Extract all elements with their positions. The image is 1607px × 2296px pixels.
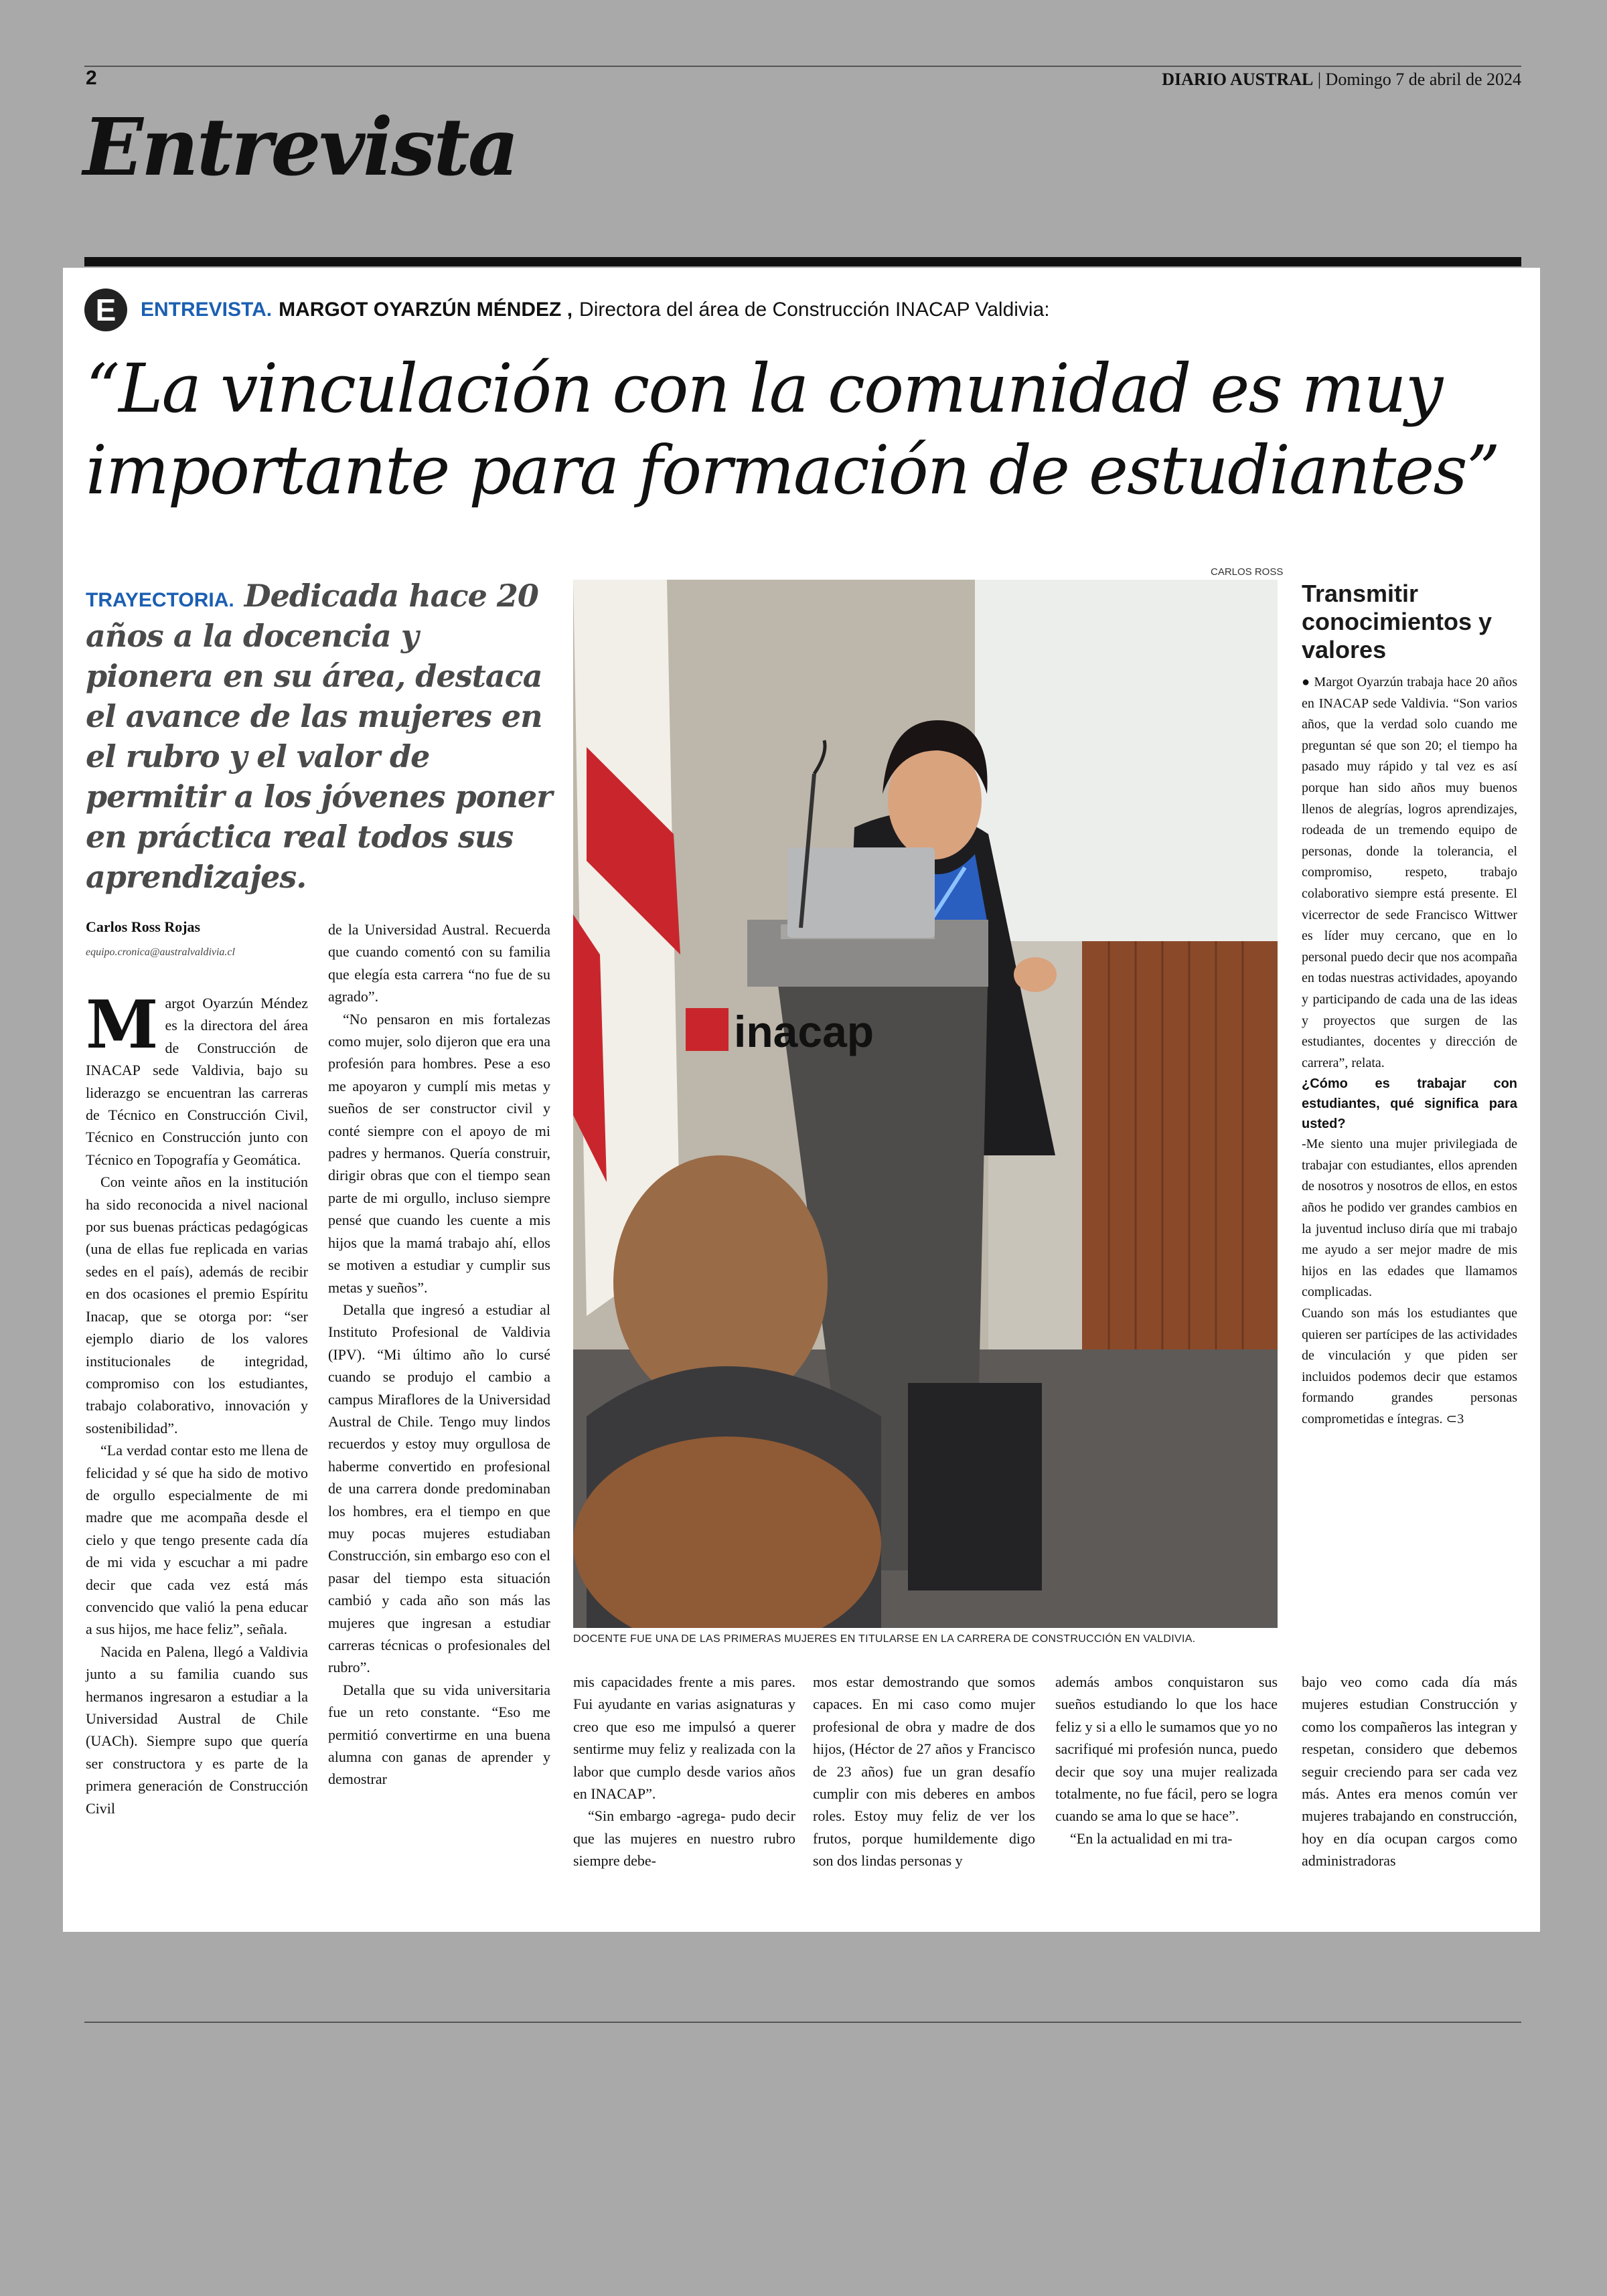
page-number: 2 [86, 67, 97, 89]
paragraph: Nacida en Palena, llegó a Valdivia junto a su familia cuando sus hermanos ingresaron a estudiar a la Universidad Austral de Chile (UACh). Siempre supo que quería ser constructora y es parte de la primera generación de Construcción Civil [86, 1643, 308, 1817]
kicker-label: ENTREVISTA. [141, 299, 273, 321]
column-4 [813, 1671, 1035, 1872]
column-5 [1055, 1671, 1278, 1850]
e-badge-icon: E [84, 289, 127, 331]
byline-author: Carlos Ross Rojas [86, 918, 201, 935]
bottom-rule [84, 2022, 1521, 2023]
headline [86, 348, 1525, 511]
paragraph: “La verdad contar esto me llena de felicidad y sé que ha sido de motivo de orgullo especialmente de mi madre que me acompaña desde el cielo y que tengo presente cada día de mi vida y escuchar a mi padre decir que cada vez está más convencido que valió la pena educar a sus hijos, me hace feliz”, señala. [86, 1442, 308, 1638]
section-rule [84, 257, 1521, 266]
speaker-photo [573, 580, 1278, 1628]
sidebar-body [1302, 672, 1517, 1430]
headline-line-2: importante para formación de estudiantes” [86, 431, 1499, 509]
paragraph: Detalla que su vida universitaria fue un reto constante. “Eso me permitió convertirme en una buena alumna con ganas de aprender y demostrar [328, 1681, 550, 1788]
paragraph: “Sin embargo -agrega- pudo decir que las mujeres en nuestro rubro siempre debe- [573, 1807, 795, 1870]
paragraph: “No pensaron en mis fortalezas como mujer, solo dijeron que era una profesión para hombres. Pese a eso me apoyaron y cumplí mis metas y sueños de ser constructor civil y conté siempre con el apoyo de mi padres y hermanos. Quería construir, dirigir obras que con el tiempo sean parte de mi orgullo, incluso siempre pensé que cuando les cuente a mis hijos que la mamá trabajo ahí, ellos se motiven a estudiar y cumplir sus metas y sueños”. [328, 1010, 550, 1296]
paragraph: mis capacidades frente a mis pares. Fui ayudante en varias asignaturas y creo que eso me impulsó a querer sentirme muy feliz y realizada con la labor que cumplo desde varios años en INACAP”. [573, 1673, 795, 1803]
dropcap: M [86, 987, 159, 1064]
paragraph: -Me siento una mujer privilegiada de trabajar con estudiantes, ellos aprenden de nosotros y nosotros de ellos, en estos años he podido ver grandes cambios en la juventud incluso diría que mi trabajo me ayudo a ser mejor madre de mis hijos en las edades que llamamos complicadas. [1302, 1137, 1517, 1300]
sidebar-title: Transmitir conocimientos y valores [1302, 580, 1493, 663]
lead-tag: TRAYECTORIA. [86, 589, 234, 611]
inacap-logo-text: inacap [734, 1007, 874, 1056]
paragraph: mos estar demostrando que somos capaces. En mi caso como mujer profesional de obra y madre de dos hijos, (Héctor de 27 años y Francisco de 23 años) fue un gran desafío cumplir con mis deberes en ambos roles. Estoy muy feliz de ver los frutos, porque humildemente digo son dos lindas personas y [813, 1673, 1035, 1870]
lead [86, 576, 554, 897]
paragraph: “En la actualidad en mi tra- [1070, 1829, 1233, 1847]
paragraph: ● Margot Oyarzún trabaja hace 20 años en INACAP sede Valdivia. “Son varios años, que la verdad solo cuando me preguntan sé que son 20; el tiempo ha pasado muy rápido y tal vez es así porque han sido años muy buenos llenos de alegrías, logros aprendizajes, rodeada de un tremendo equipo de personas, donde la tolerancia, el compromiso, respeto, trabajo colaborativo siempre está presente. El vicerrector de sede Francisco Wittwer es líder muy cercano, que en lo personal puedo decir que nos acompaña en todas nuestras actividades, apoyando y participando de cada una de las ideas y proyectos que surgen de las estudiantes, docentes y dirección de carrera”, relata. [1302, 675, 1517, 1070]
kicker [84, 286, 1050, 333]
masthead-name: DIARIO AUSTRAL [1162, 70, 1314, 89]
kicker-role: Directora del área de Construcción INACAP Valdivia: [579, 299, 1050, 321]
top-rule [84, 66, 1521, 67]
paragraph: además ambos conquistaron sus sueños estudiando lo que los hace feliz y si a ello le sumamos que yo no sacrifiqué mi profesión nunca, puedo decir que soy una mujer realizada totalmente, no fue fácil, pero se logra cuando se ama lo que se hace”. [1055, 1673, 1278, 1825]
byline-email: equipo.cronica@australvaldivia.cl [86, 947, 235, 958]
paragraph: de la Universidad Austral. Recuerda que cuando comentó con su familia que elegía esta carrera “no fue de su agrado”. [328, 921, 550, 1005]
lead-text: Dedicada hace 20 años a la docencia y pionera en su área, destaca el avance de las mujeres en el rubro y el valor de permitir a los jóvenes poner en práctica real todos sus aprendizajes. [86, 578, 552, 895]
headline-line-1: “La vinculación con la comunidad es muy [86, 349, 1442, 428]
photo-credit: CARLOS ROSS [1211, 566, 1284, 578]
kicker-name: MARGOT OYARZÚN MÉNDEZ , [279, 299, 573, 321]
column-1 [86, 987, 308, 1819]
paragraph: Con veinte años en la institución ha sido reconocida a nivel nacional por sus buenas prácticas pedagógicas (una de ellas fue replicada en varias sedes en el país), además de recibir en dos ocasiones el premio Espíritu Inacap, que se otorga por: “ser ejemplo diario de los valores institucionales de integridad, compromiso con los estudiantes, trabajo colaborativo, innovación y sostenibilidad”. [86, 1173, 308, 1437]
masthead-date: | Domingo 7 de abril de 2024 [1317, 70, 1521, 89]
column-6 [1302, 1671, 1517, 1872]
paragraph [86, 987, 308, 1171]
paragraph: Detalla que ingresó a estudiar al Instituto Profesional de Valdivia (IPV). “Mi último año lo cursé cuando se produjo el cambio a campus Miraflores de la Universidad Austral de Chile. Tengo muy lindos recuerdos y estoy muy orgullosa de haberme convertido en profesional de una carrera donde predominaban los hombres, era el tiempo en que muy pocas mujeres estudiaban Construcción, sin embargo eso con el pasar del tiempo esta situación cambió y cada año son más las mujeres que ingresan a estudiar carreras técnicas o profesionales del rubro”. [328, 1301, 550, 1676]
column-3 [573, 1671, 795, 1872]
paragraph: bajo veo como cada día más mujeres estudian Construcción y como los compañeros las integran y respetan, considero que debemos seguir creciendo para ser cada vez más. Antes era menos común ver mujeres trabajando en construcción, hoy en día ocupan cargos como administradoras [1302, 1673, 1517, 1870]
sidebar-question: ¿Cómo es trabajar con estudiantes, qué significa para usted? [1302, 1076, 1517, 1132]
paragraph: Cuando son más los estudiantes que quieren ser partícipes de las actividades de vinculación y que piden ser incluidos podemos decir que estamos formando grandes personas comprometidas e íntegras. ⊂3 [1302, 1306, 1517, 1426]
section-title: Entrevista [83, 100, 518, 193]
paragraph-text: argot Oyarzún Méndez es la directora del área de Construcción de INACAP sede Valdivia, bajo su liderazgo se encuentran las carreras de Técnico en Construcción Civil, Técnico en Construcción junto con Técnico en Topografía y Geomática. [86, 995, 308, 1168]
photo-illustration [573, 580, 1278, 1628]
column-2 [328, 918, 550, 1791]
masthead [1162, 70, 1521, 90]
photo-caption: DOCENTE FUE UNA DE LAS PRIMERAS MUJERES EN TITULARSE EN LA CARRERA DE CONSTRUCCIÓN EN VALDIVIA. [573, 1633, 1196, 1645]
